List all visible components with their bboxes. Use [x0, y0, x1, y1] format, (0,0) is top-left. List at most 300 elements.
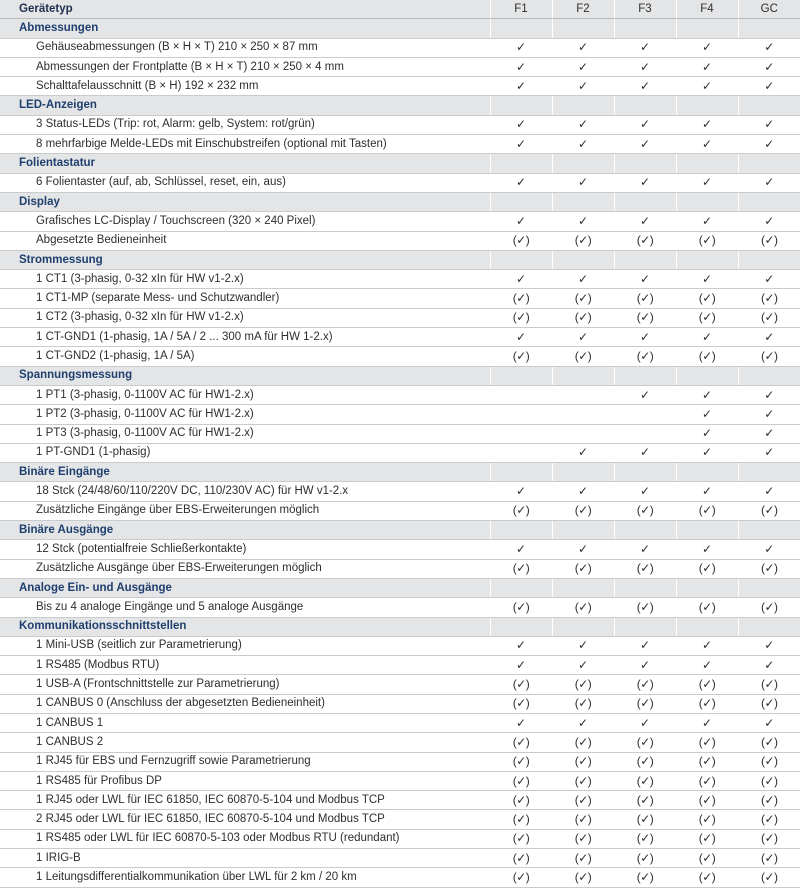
availability-cell-f4: (✓) [676, 849, 738, 868]
availability-cell-f3: (✓) [614, 868, 676, 887]
availability-cell-f1: ✓ [490, 77, 552, 96]
feature-label: Schalttafelausschnitt (B × H) 192 × 232 mm [0, 77, 490, 96]
section-empty-cell [676, 366, 738, 385]
availability-cell-f3: (✓) [614, 231, 676, 250]
table-row [0, 135, 800, 154]
availability-cell-f4: ✓ [676, 385, 738, 404]
section-empty-cell [738, 19, 800, 38]
feature-label: Zusätzliche Ausgänge über EBS-Erweiterungen möglich [0, 559, 490, 578]
availability-cell-f2: (✓) [552, 501, 614, 520]
feature-label: 12 Stck (potentialfreie Schließerkontakte) [0, 540, 490, 559]
availability-cell-f1: ✓ [490, 212, 552, 231]
column-header-f2: F2 [552, 0, 614, 19]
feature-label: 1 RJ45 oder LWL für IEC 61850, IEC 60870-5-104 und Modbus TCP [0, 791, 490, 810]
availability-cell-f3: ✓ [614, 328, 676, 347]
table-row [0, 308, 800, 327]
availability-cell-f2: ✓ [552, 540, 614, 559]
section-empty-cell [614, 521, 676, 540]
availability-cell-gc: ✓ [738, 482, 800, 501]
availability-cell-f2: ✓ [552, 77, 614, 96]
availability-cell-gc: (✓) [738, 231, 800, 250]
availability-cell-gc: ✓ [738, 636, 800, 655]
availability-cell-f1: ✓ [490, 636, 552, 655]
availability-cell-f4: (✓) [676, 308, 738, 327]
table-row [0, 733, 800, 752]
availability-cell-f4: (✓) [676, 868, 738, 887]
availability-cell-f3: (✓) [614, 829, 676, 848]
table-row [0, 173, 800, 192]
availability-cell-f2: (✓) [552, 559, 614, 578]
table-row [0, 791, 800, 810]
section-empty-cell [552, 463, 614, 482]
availability-cell-gc: (✓) [738, 559, 800, 578]
section-header-row [0, 154, 800, 173]
availability-cell-f1: ✓ [490, 270, 552, 289]
table-row [0, 675, 800, 694]
availability-cell-gc: ✓ [738, 38, 800, 57]
availability-cell-gc: (✓) [738, 810, 800, 829]
section-empty-cell [490, 19, 552, 38]
availability-cell-f4: ✓ [676, 77, 738, 96]
section-empty-cell [490, 463, 552, 482]
availability-cell-f3: ✓ [614, 212, 676, 231]
section-empty-cell [552, 192, 614, 211]
section-empty-cell [614, 19, 676, 38]
table-row [0, 540, 800, 559]
section-empty-cell [676, 192, 738, 211]
table-row [0, 289, 800, 308]
availability-cell-f2: (✓) [552, 733, 614, 752]
availability-cell-f2: (✓) [552, 308, 614, 327]
section-title: Binäre Eingänge [0, 463, 490, 482]
section-empty-cell [614, 463, 676, 482]
availability-cell-f3: ✓ [614, 385, 676, 404]
availability-cell-gc: (✓) [738, 675, 800, 694]
section-empty-cell [552, 154, 614, 173]
availability-cell-gc: (✓) [738, 289, 800, 308]
availability-cell-f2: (✓) [552, 231, 614, 250]
section-header-row [0, 617, 800, 636]
feature-label: 1 CANBUS 1 [0, 713, 490, 732]
section-title: Display [0, 192, 490, 211]
availability-cell-gc: (✓) [738, 791, 800, 810]
availability-cell-gc: ✓ [738, 57, 800, 76]
availability-cell-f4: (✓) [676, 347, 738, 366]
feature-label: 1 CT1-MP (separate Mess- und Schutzwandler) [0, 289, 490, 308]
availability-cell-f1: (✓) [490, 810, 552, 829]
availability-cell-f3: (✓) [614, 791, 676, 810]
feature-label: 6 Folientaster (auf, ab, Schlüssel, reset, ein, aus) [0, 173, 490, 192]
section-empty-cell [552, 96, 614, 115]
availability-cell-gc: (✓) [738, 868, 800, 887]
availability-cell-f2: ✓ [552, 482, 614, 501]
section-empty-cell [676, 96, 738, 115]
section-empty-cell [676, 463, 738, 482]
availability-cell-f2: (✓) [552, 289, 614, 308]
availability-cell-f2: ✓ [552, 212, 614, 231]
feature-label: Bis zu 4 analoge Eingänge und 5 analoge Ausgänge [0, 598, 490, 617]
table-row [0, 598, 800, 617]
section-empty-cell [552, 578, 614, 597]
availability-cell-f1: (✓) [490, 289, 552, 308]
availability-cell-f3: ✓ [614, 115, 676, 134]
availability-cell-f4: ✓ [676, 328, 738, 347]
availability-cell-f4: ✓ [676, 405, 738, 424]
availability-cell-gc: ✓ [738, 385, 800, 404]
section-title: Kommunikationsschnittstellen [0, 617, 490, 636]
availability-cell-f3: (✓) [614, 347, 676, 366]
feature-label: 1 CT2 (3-phasig, 0-32 xIn für HW v1-2.x) [0, 308, 490, 327]
availability-cell-f4: ✓ [676, 424, 738, 443]
section-empty-cell [552, 19, 614, 38]
availability-cell-f2: (✓) [552, 829, 614, 848]
availability-cell-f2: ✓ [552, 173, 614, 192]
availability-cell-f4: (✓) [676, 810, 738, 829]
availability-cell-f1: ✓ [490, 482, 552, 501]
feature-label: Grafisches LC-Display / Touchscreen (320 × 240 Pixel) [0, 212, 490, 231]
section-title: Analoge Ein- und Ausgänge [0, 578, 490, 597]
availability-cell-gc: ✓ [738, 540, 800, 559]
feature-label: 1 RS485 oder LWL für IEC 60870-5-103 oder Modbus RTU (redundant) [0, 829, 490, 848]
availability-cell-gc: ✓ [738, 405, 800, 424]
feature-label: Abmessungen der Frontplatte (B × H × T) 210 × 250 × 4 mm [0, 57, 490, 76]
availability-cell-f2: (✓) [552, 347, 614, 366]
availability-cell-f1: (✓) [490, 791, 552, 810]
column-header-f4: F4 [676, 0, 738, 19]
availability-cell-f4: (✓) [676, 289, 738, 308]
availability-cell-f4: (✓) [676, 501, 738, 520]
availability-cell-f1: (✓) [490, 675, 552, 694]
feature-label: 1 CANBUS 0 (Anschluss der abgesetzten Bedieneinheit) [0, 694, 490, 713]
availability-cell-f1: (✓) [490, 829, 552, 848]
table-row [0, 385, 800, 404]
feature-label: 1 CT-GND2 (1-phasig, 1A / 5A) [0, 347, 490, 366]
availability-cell-f3: (✓) [614, 675, 676, 694]
availability-cell-f3: ✓ [614, 540, 676, 559]
availability-cell-gc: (✓) [738, 347, 800, 366]
availability-cell-f1: ✓ [490, 540, 552, 559]
section-header-row [0, 19, 800, 38]
section-title: Folientastatur [0, 154, 490, 173]
table-row [0, 656, 800, 675]
table-row [0, 424, 800, 443]
availability-cell-f3: ✓ [614, 482, 676, 501]
availability-cell-gc: (✓) [738, 501, 800, 520]
availability-cell-f4: ✓ [676, 173, 738, 192]
availability-cell-f1: ✓ [490, 173, 552, 192]
feature-label: 1 Mini-USB (seitlich zur Parametrierung) [0, 636, 490, 655]
section-empty-cell [490, 96, 552, 115]
table-row [0, 501, 800, 520]
availability-cell-f2: (✓) [552, 675, 614, 694]
section-title: Strommessung [0, 250, 490, 269]
availability-cell-f3: ✓ [614, 636, 676, 655]
availability-cell-f1: ✓ [490, 713, 552, 732]
availability-cell-f3: ✓ [614, 713, 676, 732]
section-empty-cell [552, 366, 614, 385]
section-empty-cell [738, 96, 800, 115]
availability-cell-f3: (✓) [614, 733, 676, 752]
section-title: Abmessungen [0, 19, 490, 38]
availability-cell-f1: ✓ [490, 135, 552, 154]
availability-cell-f4: ✓ [676, 636, 738, 655]
availability-cell-f2: ✓ [552, 57, 614, 76]
availability-cell-f4: (✓) [676, 559, 738, 578]
availability-cell-f2: ✓ [552, 328, 614, 347]
availability-cell-f4: (✓) [676, 752, 738, 771]
section-empty-cell [738, 463, 800, 482]
availability-cell-gc: (✓) [738, 752, 800, 771]
availability-cell-f3: (✓) [614, 771, 676, 790]
availability-cell-gc: ✓ [738, 424, 800, 443]
table-body [0, 19, 800, 887]
availability-cell-f4: ✓ [676, 656, 738, 675]
availability-cell-f4: ✓ [676, 540, 738, 559]
availability-cell-gc: ✓ [738, 713, 800, 732]
feature-label: 1 RS485 (Modbus RTU) [0, 656, 490, 675]
section-empty-cell [614, 154, 676, 173]
table-row [0, 849, 800, 868]
availability-cell-gc: ✓ [738, 656, 800, 675]
availability-cell-f4: (✓) [676, 231, 738, 250]
availability-cell-f2: ✓ [552, 443, 614, 462]
availability-cell-gc: (✓) [738, 771, 800, 790]
availability-cell-f3: (✓) [614, 810, 676, 829]
availability-cell-f3: (✓) [614, 849, 676, 868]
table-row [0, 57, 800, 76]
table-row [0, 77, 800, 96]
availability-cell-f3: ✓ [614, 443, 676, 462]
table-row [0, 115, 800, 134]
availability-cell-f1: (✓) [490, 694, 552, 713]
availability-cell-f3: (✓) [614, 598, 676, 617]
availability-cell-f1: (✓) [490, 559, 552, 578]
availability-cell-f4: (✓) [676, 598, 738, 617]
availability-cell-f1 [490, 405, 552, 424]
feature-label: 1 PT1 (3-phasig, 0-1100V AC für HW1-2.x) [0, 385, 490, 404]
section-empty-cell [738, 578, 800, 597]
table-row [0, 328, 800, 347]
availability-cell-f1 [490, 443, 552, 462]
availability-cell-f1: (✓) [490, 347, 552, 366]
table-row [0, 231, 800, 250]
availability-cell-f2: (✓) [552, 868, 614, 887]
availability-cell-f4: ✓ [676, 57, 738, 76]
section-empty-cell [614, 250, 676, 269]
availability-cell-f3: ✓ [614, 57, 676, 76]
availability-cell-f1 [490, 424, 552, 443]
feature-label: 1 RS485 für Profibus DP [0, 771, 490, 790]
availability-cell-gc: (✓) [738, 598, 800, 617]
feature-label: 1 IRIG-B [0, 849, 490, 868]
availability-cell-f1: (✓) [490, 308, 552, 327]
feature-label: 1 CT1 (3-phasig, 0-32 xIn für HW v1-2.x) [0, 270, 490, 289]
availability-cell-f2: ✓ [552, 115, 614, 134]
availability-cell-f2: (✓) [552, 694, 614, 713]
availability-cell-f3: (✓) [614, 559, 676, 578]
feature-label: 1 PT2 (3-phasig, 0-1100V AC für HW1-2.x) [0, 405, 490, 424]
availability-cell-f2: (✓) [552, 598, 614, 617]
availability-cell-f2: ✓ [552, 636, 614, 655]
feature-label: 1 Leitungsdifferentialkommunikation über LWL für 2 km / 20 km [0, 868, 490, 887]
table-row [0, 482, 800, 501]
availability-cell-gc: ✓ [738, 443, 800, 462]
table-header-row [0, 0, 800, 19]
section-header-row [0, 463, 800, 482]
section-empty-cell [614, 366, 676, 385]
section-empty-cell [490, 192, 552, 211]
table-row [0, 270, 800, 289]
availability-cell-f4: (✓) [676, 791, 738, 810]
section-empty-cell [676, 521, 738, 540]
table-row [0, 810, 800, 829]
feature-label: 3 Status-LEDs (Trip: rot, Alarm: gelb, System: rot/grün) [0, 115, 490, 134]
column-header-f1: F1 [490, 0, 552, 19]
availability-cell-f1: ✓ [490, 57, 552, 76]
availability-cell-f3 [614, 424, 676, 443]
section-empty-cell [490, 617, 552, 636]
availability-cell-f4: (✓) [676, 733, 738, 752]
section-empty-cell [738, 366, 800, 385]
availability-cell-f4: ✓ [676, 135, 738, 154]
availability-cell-f3: ✓ [614, 270, 676, 289]
section-empty-cell [738, 250, 800, 269]
section-header-row [0, 521, 800, 540]
availability-cell-gc: (✓) [738, 849, 800, 868]
section-empty-cell [490, 366, 552, 385]
availability-cell-f4: (✓) [676, 829, 738, 848]
availability-cell-f1: (✓) [490, 849, 552, 868]
section-empty-cell [738, 617, 800, 636]
availability-cell-f2: (✓) [552, 810, 614, 829]
availability-cell-gc: (✓) [738, 829, 800, 848]
column-header-gc: GC [738, 0, 800, 19]
availability-cell-f2: ✓ [552, 656, 614, 675]
availability-cell-gc: (✓) [738, 733, 800, 752]
availability-cell-f1: (✓) [490, 752, 552, 771]
availability-cell-f2 [552, 385, 614, 404]
section-header-row [0, 366, 800, 385]
availability-cell-f3: (✓) [614, 501, 676, 520]
availability-cell-gc: ✓ [738, 212, 800, 231]
section-title: Binäre Ausgänge [0, 521, 490, 540]
section-empty-cell [614, 617, 676, 636]
table-row [0, 559, 800, 578]
availability-cell-gc: ✓ [738, 328, 800, 347]
section-empty-cell [614, 192, 676, 211]
table-row [0, 636, 800, 655]
section-empty-cell [490, 578, 552, 597]
availability-cell-f1: (✓) [490, 231, 552, 250]
feature-label: 18 Stck (24/48/60/110/220V DC, 110/230V AC) für HW v1-2.x [0, 482, 490, 501]
section-header-row [0, 96, 800, 115]
table-row [0, 38, 800, 57]
availability-cell-f3: ✓ [614, 135, 676, 154]
feature-label: 1 RJ45 für EBS und Fernzugriff sowie Parametrierung [0, 752, 490, 771]
availability-cell-f3: ✓ [614, 173, 676, 192]
section-empty-cell [738, 154, 800, 173]
availability-cell-f4: (✓) [676, 675, 738, 694]
availability-cell-f1: ✓ [490, 328, 552, 347]
availability-cell-f1: ✓ [490, 656, 552, 675]
section-title: LED-Anzeigen [0, 96, 490, 115]
availability-cell-gc: ✓ [738, 135, 800, 154]
availability-cell-f2: ✓ [552, 270, 614, 289]
availability-cell-f1: (✓) [490, 868, 552, 887]
section-empty-cell [490, 154, 552, 173]
section-empty-cell [676, 617, 738, 636]
section-header-row [0, 578, 800, 597]
feature-label: Gehäuseabmessungen (B × H × T) 210 × 250 × 87 mm [0, 38, 490, 57]
availability-cell-gc: ✓ [738, 77, 800, 96]
availability-cell-f1 [490, 385, 552, 404]
availability-cell-f1: ✓ [490, 38, 552, 57]
table-row [0, 868, 800, 887]
availability-cell-f1: ✓ [490, 115, 552, 134]
availability-cell-f4: ✓ [676, 482, 738, 501]
section-empty-cell [676, 250, 738, 269]
feature-label: 1 CANBUS 2 [0, 733, 490, 752]
feature-label: 1 CT-GND1 (1-phasig, 1A / 5A / 2 ... 300 mA für HW 1-2.x) [0, 328, 490, 347]
feature-label: 1 USB-A (Frontschnittstelle zur Parametrierung) [0, 675, 490, 694]
availability-cell-f4: ✓ [676, 713, 738, 732]
device-type-header: Gerätetyp [0, 0, 490, 19]
availability-cell-f3: (✓) [614, 308, 676, 327]
section-empty-cell [614, 578, 676, 597]
availability-cell-f1: (✓) [490, 771, 552, 790]
availability-cell-f4: ✓ [676, 212, 738, 231]
section-empty-cell [676, 578, 738, 597]
section-header-row [0, 250, 800, 269]
availability-cell-gc: (✓) [738, 694, 800, 713]
availability-cell-f2: (✓) [552, 771, 614, 790]
feature-label: 8 mehrfarbige Melde-LEDs mit Einschubstreifen (optional mit Tasten) [0, 135, 490, 154]
section-empty-cell [490, 521, 552, 540]
availability-cell-f3: (✓) [614, 694, 676, 713]
feature-label: Abgesetzte Bedieneinheit [0, 231, 490, 250]
section-empty-cell [738, 192, 800, 211]
feature-label: 1 PT-GND1 (1-phasig) [0, 443, 490, 462]
availability-cell-f2: ✓ [552, 38, 614, 57]
section-empty-cell [552, 617, 614, 636]
availability-cell-f3: (✓) [614, 752, 676, 771]
table-row [0, 212, 800, 231]
availability-cell-gc: ✓ [738, 115, 800, 134]
availability-cell-f2: ✓ [552, 713, 614, 732]
availability-cell-gc: (✓) [738, 308, 800, 327]
section-empty-cell [676, 19, 738, 38]
table-row [0, 347, 800, 366]
table-row [0, 771, 800, 790]
availability-cell-f2 [552, 405, 614, 424]
table-row [0, 694, 800, 713]
availability-cell-f2: (✓) [552, 849, 614, 868]
availability-cell-f2 [552, 424, 614, 443]
availability-cell-f3: ✓ [614, 656, 676, 675]
availability-cell-f4: ✓ [676, 270, 738, 289]
availability-cell-gc: ✓ [738, 270, 800, 289]
section-empty-cell [738, 521, 800, 540]
availability-cell-f3: ✓ [614, 77, 676, 96]
table-row [0, 829, 800, 848]
section-header-row [0, 192, 800, 211]
table-row [0, 713, 800, 732]
table-row [0, 443, 800, 462]
section-empty-cell [552, 521, 614, 540]
column-header-f3: F3 [614, 0, 676, 19]
availability-cell-f4: (✓) [676, 771, 738, 790]
section-empty-cell [552, 250, 614, 269]
